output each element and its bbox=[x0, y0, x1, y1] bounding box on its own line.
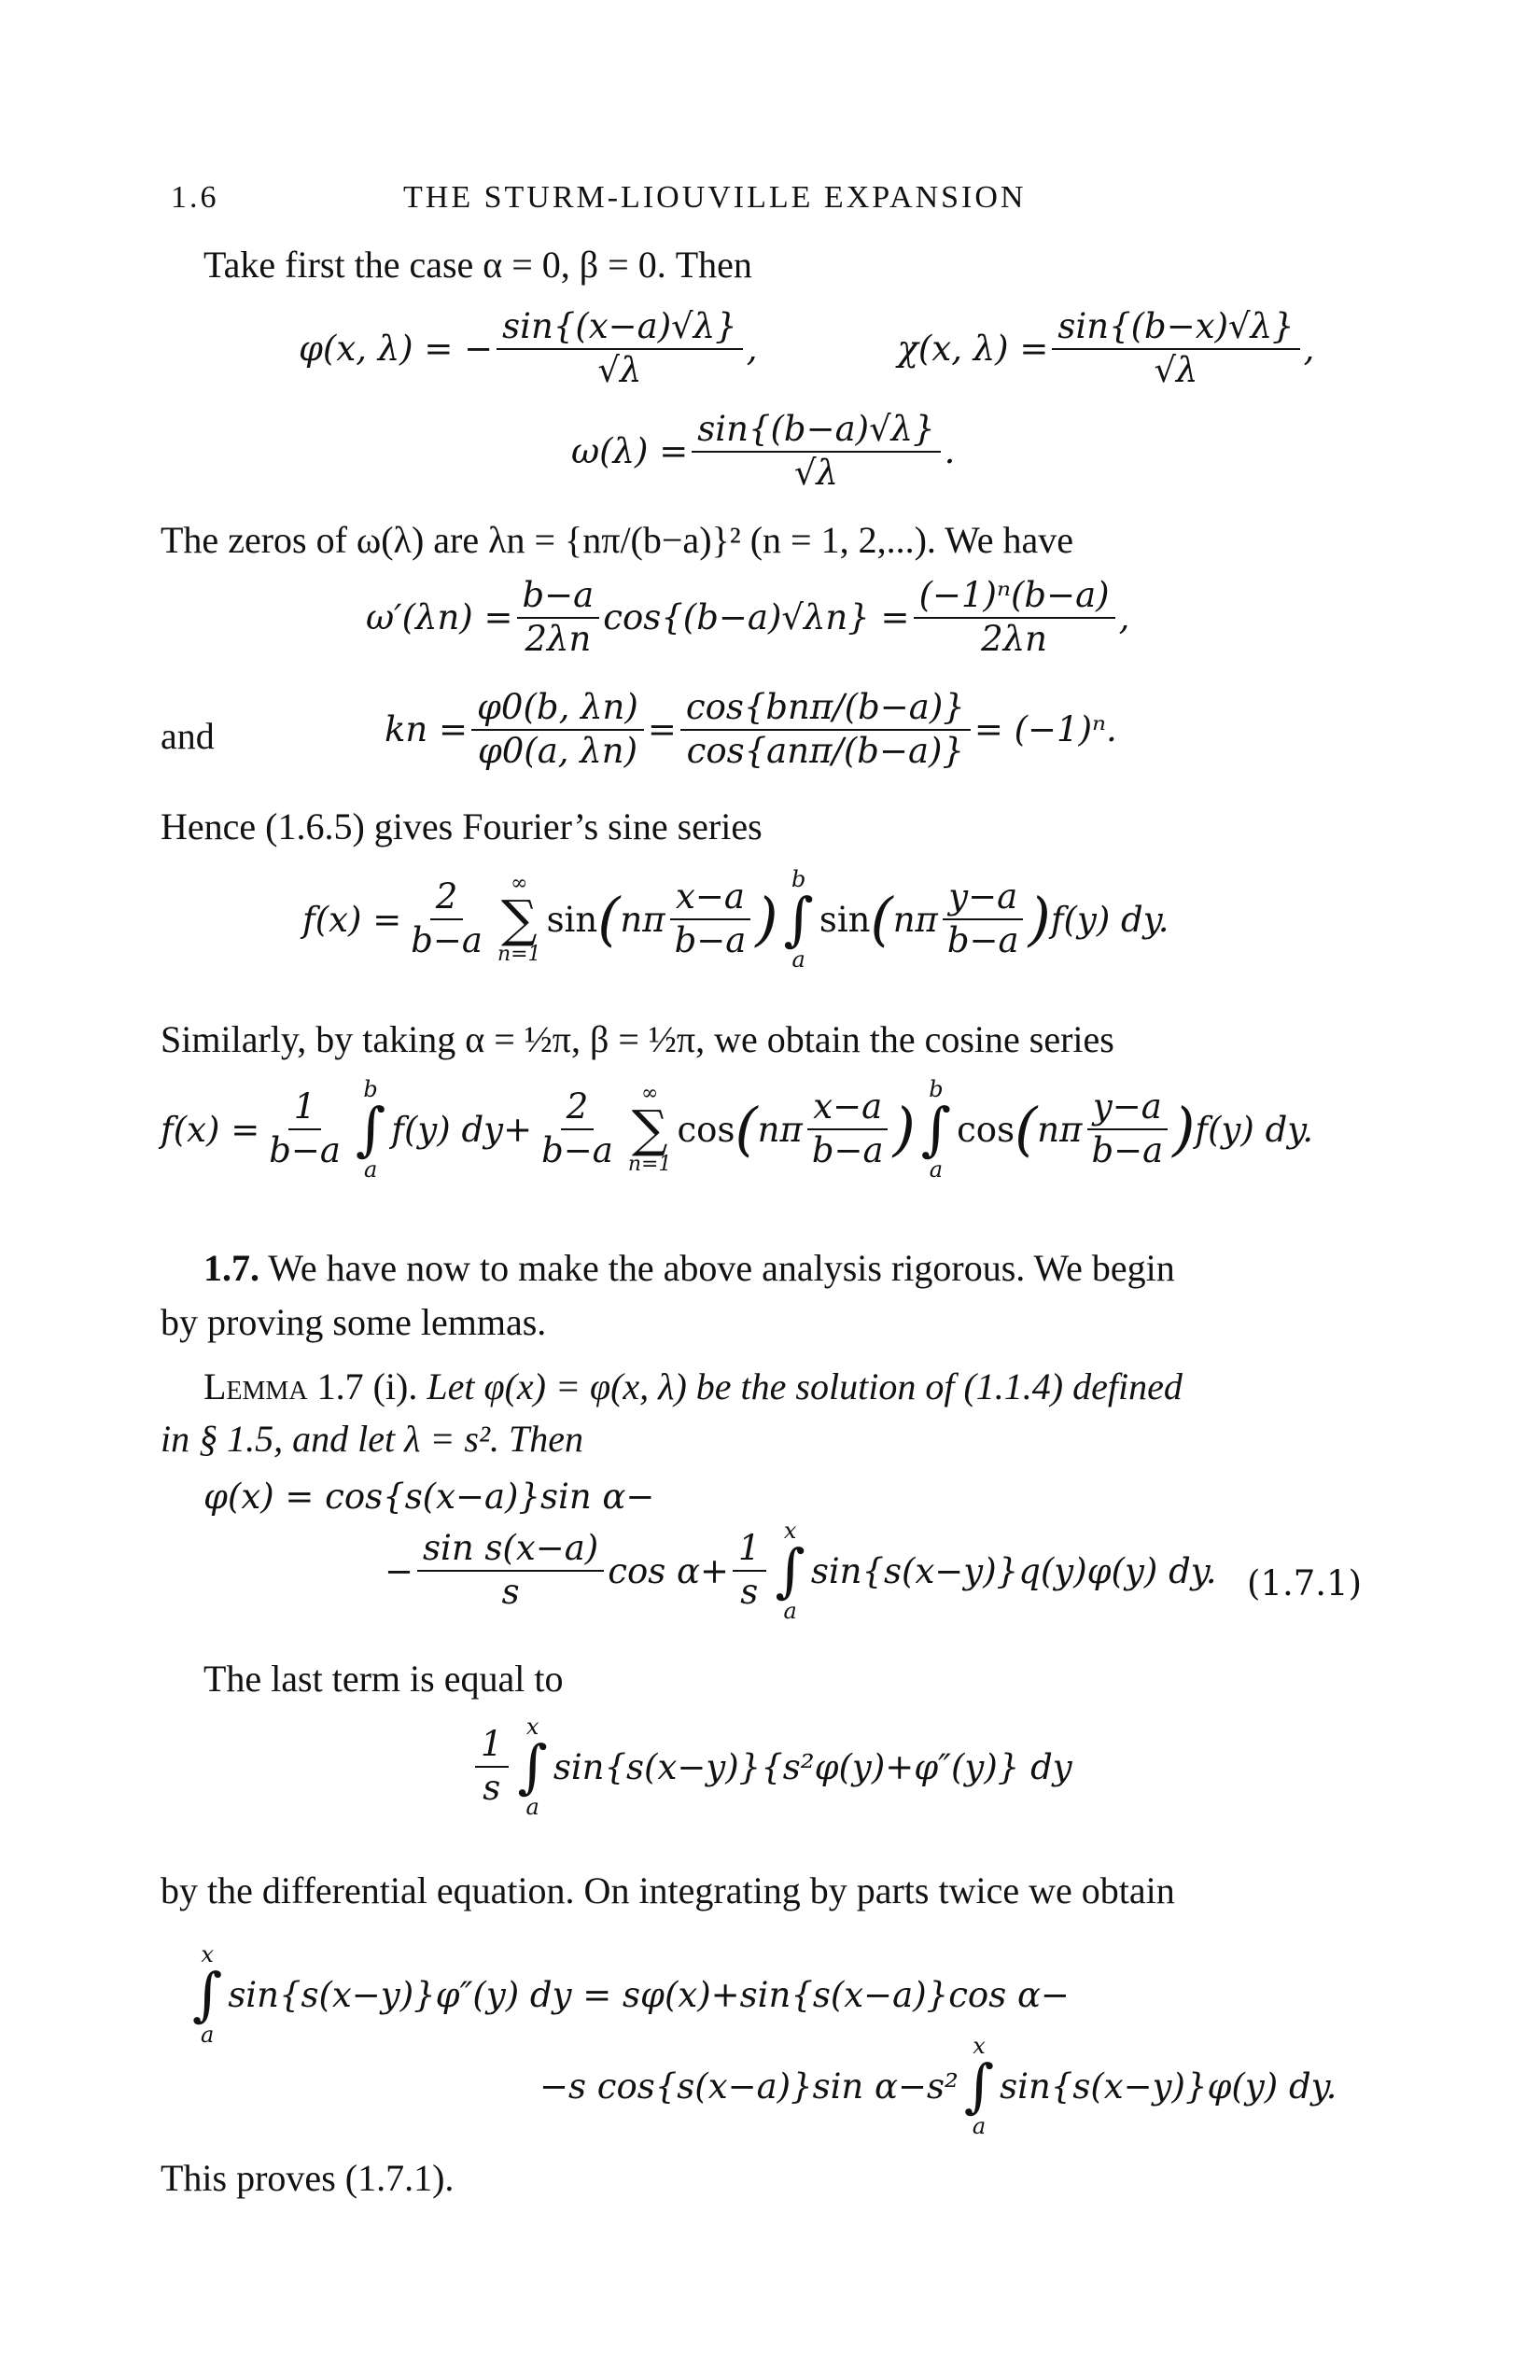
kn-rhs: = (−1)ⁿ. bbox=[973, 709, 1117, 750]
lemma-equation-line1: φ(x) = cos{s(x−a)}sin α− bbox=[203, 1477, 655, 1517]
parts-line1-text: sin{s(x−y)}φ″(y) dy = sφ(x)+sin{s(x−a)}cos α− bbox=[228, 1974, 1070, 2015]
lemma-number: 1.7 (i). bbox=[307, 1365, 427, 1407]
b-minus-a: b−a bbox=[811, 1130, 884, 1170]
kn-f2-numerator: cos{bnπ/(b−a)} bbox=[680, 689, 971, 731]
kn-f2-denominator: cos{anπ/(b−a)} bbox=[686, 730, 965, 771]
cos-word: cos bbox=[677, 1109, 735, 1150]
kn-f1-denominator: φ0(a, λn) bbox=[477, 730, 638, 771]
x-minus-a: x−a bbox=[807, 1088, 888, 1130]
paragraph-cosine-series-intro: Similarly, by taking α = ½π, β = ½π, we obtain the cosine series bbox=[161, 1018, 1114, 1060]
chi-fraction bbox=[1052, 308, 1299, 389]
omega-numerator: sin{(b−a)√λ} bbox=[692, 411, 940, 453]
x-minus-a: x−a bbox=[670, 878, 750, 920]
sum-upper-limit: ∞ bbox=[511, 872, 528, 895]
one-numerator: 1 bbox=[475, 1726, 509, 1768]
paragraph-sine-series-intro: Hence (1.6.5) gives Fourier’s sine series bbox=[161, 805, 763, 847]
omega-lhs: ω(λ) = bbox=[571, 431, 689, 472]
lemma-statement-line1: Let φ(x) = φ(x, λ) be the solution of (1.1.4) defined bbox=[427, 1365, 1183, 1407]
integral-a-to-b: b ∫ a bbox=[355, 1076, 386, 1183]
cos-coef2-numerator: 2 bbox=[561, 1088, 595, 1130]
s-denominator: s bbox=[740, 1572, 759, 1612]
paragraph-last-term: The last term is equal to bbox=[203, 1658, 564, 1700]
cos-alpha-plus: cos α+ bbox=[608, 1550, 729, 1591]
upper-limit: x bbox=[783, 1518, 797, 1544]
integral-a-to-b: b ∫ a bbox=[920, 1076, 952, 1183]
chi-denominator: √λ bbox=[1154, 349, 1198, 390]
f-y-dy: f(y) dy. bbox=[1195, 1109, 1314, 1150]
f-y-dy: f(y) dy. bbox=[1050, 899, 1169, 940]
cosine-first-coefficient bbox=[263, 1088, 346, 1169]
b-minus-a: b−a bbox=[1091, 1130, 1164, 1170]
cos-coef1-numerator: 1 bbox=[288, 1088, 322, 1130]
sum-upper-limit: ∞ bbox=[640, 1082, 659, 1105]
section-1-7-line1: We have now to make the above analysis rigorous. We begin bbox=[259, 1247, 1175, 1289]
phi-denominator: √λ bbox=[597, 349, 642, 390]
phi-lhs: φ(x, λ) = − bbox=[299, 329, 494, 370]
sum-lower-limit: n=1 bbox=[627, 1153, 672, 1176]
n-pi: nπ bbox=[892, 899, 938, 940]
lemma-integrand: sin{s(x−y)}q(y)φ(y) dy. bbox=[810, 1550, 1217, 1591]
equation-sine-series: f(x) = $\frac{2}{b-a}$ ∞ ∑ n=1 sin ( nπ $\frac{x-a}{b-a}$ ) b ∫ a sin ( nπ $\frac{y-a}{b-a}$ ) f(y) dy. bbox=[302, 866, 1169, 973]
equation-omega-prime: ω′(λn) = $\frac{b-a}{2\lambda n}$ cos{(b−a)√λn} = $\frac{\text{(−1)ⁿ(b−a)}}{2\lambda n}$ , bbox=[366, 575, 1130, 659]
upper-limit: x bbox=[973, 2033, 986, 2059]
kn-lhs: kn = bbox=[385, 709, 469, 750]
equation-parts-line1 bbox=[187, 1930, 1070, 2046]
equation-phi-chi: φ(x, λ) = − $\frac{\sin\{(x-a)√\lambda\}}{√\lambda}$ , χ(x, λ) = $\frac{\sin\{(b-x)√\lambda\}}{√\lambda}$ , bbox=[299, 306, 1315, 390]
sine-coef-numerator: 2 bbox=[430, 878, 464, 920]
upper-limit: x bbox=[201, 1941, 214, 1967]
sin-word: sin bbox=[819, 899, 871, 940]
lemma-sin-denominator: s bbox=[501, 1572, 520, 1612]
sine-arg-y-fraction bbox=[942, 878, 1025, 959]
omega-prime-f2-numerator: (−1)ⁿ(b−a) bbox=[914, 577, 1115, 619]
kn-fraction-2 bbox=[680, 689, 971, 770]
s-denominator: s bbox=[483, 1768, 501, 1808]
sine-series-lhs: f(x) = bbox=[302, 899, 402, 940]
lemma-sin-numerator: sin s(x−a) bbox=[417, 1530, 604, 1572]
sine-coefficient bbox=[405, 878, 488, 959]
omega-prime-fraction-1 bbox=[517, 577, 600, 658]
cos-word: cos bbox=[957, 1109, 1015, 1150]
lemma-equation-line2: − $\frac{\text{sin s(x−a)}}{s}$ cos α+ $\frac{1}{s}$ x ∫ a sin{s(x−y)}q(y)φ(y) dy. bbox=[385, 1518, 1217, 1624]
sin-word: sin bbox=[546, 899, 598, 940]
omega-prime-f1-denominator: 2λn bbox=[525, 618, 592, 659]
cosine-arg-x-fraction bbox=[806, 1088, 889, 1169]
lemma-label: Lemma bbox=[203, 1365, 308, 1407]
phi-fraction bbox=[497, 308, 743, 389]
equation-parts-line2 bbox=[539, 2035, 1337, 2137]
parts-line2-integrand: sin{s(x−y)}φ(y) dy. bbox=[1000, 2065, 1337, 2107]
n-pi: nπ bbox=[620, 899, 665, 940]
phi-numerator: sin{(x−a)√λ} bbox=[497, 308, 743, 350]
one-over-s bbox=[733, 1530, 766, 1611]
sum-operator: ∞ ∑ n=1 bbox=[497, 872, 541, 966]
parts-line2-text: −s cos{s(x−a)}sin α−s² bbox=[539, 2065, 959, 2107]
integral-a-to-b: b ∫ a bbox=[783, 866, 814, 973]
sine-coef-denominator: b−a bbox=[411, 920, 483, 960]
lower-limit: a bbox=[201, 2022, 215, 2048]
integral-a-to-x: x ∫ a bbox=[963, 2033, 995, 2139]
omega-prime-middle: cos{(b−a)√λn} = bbox=[603, 597, 910, 638]
omega-denominator: √λ bbox=[793, 452, 838, 493]
omega-prime-lhs: ω′(λn) = bbox=[366, 597, 513, 638]
b-minus-a: b−a bbox=[946, 920, 1019, 960]
paragraph-proof-end: This proves (1.7.1). bbox=[161, 2157, 455, 2199]
upper-limit: b bbox=[929, 1076, 944, 1102]
omega-prime-f1-numerator: b−a bbox=[517, 577, 600, 619]
paragraph-case-zero: Take first the case α = 0, β = 0. Then bbox=[203, 244, 752, 286]
y-minus-a: y−a bbox=[943, 878, 1023, 920]
equation-cosine-series: f(x) = $\frac{1}{b-a}$ b ∫ a f(y) dy+ $\frac{2}{b-a}$ ∞ ∑ n=1 cos ( nπ $\frac{x-a}{b-a}$ ) b ∫ a cos ( nπ $\frac{y-a}{b-a}$ ) f(y) dy. bbox=[161, 1076, 1314, 1183]
lower-limit: a bbox=[791, 946, 805, 973]
upper-limit: b bbox=[363, 1076, 378, 1102]
equation-number-1-7-1: (1.7.1) bbox=[1247, 1563, 1363, 1603]
upper-limit: x bbox=[525, 1714, 539, 1740]
lower-limit: a bbox=[525, 1794, 539, 1820]
upper-limit: b bbox=[791, 866, 806, 892]
kn-fraction-1 bbox=[471, 689, 644, 770]
lemma-statement-line2: in § 1.5, and let λ = s². Then bbox=[161, 1418, 583, 1460]
sum-operator: ∞ ∑ n=1 bbox=[627, 1082, 672, 1176]
n-pi: nπ bbox=[1037, 1109, 1083, 1150]
one-over-s bbox=[475, 1726, 509, 1807]
sum-lower-limit: n=1 bbox=[497, 943, 541, 966]
section-1-7-line2: by proving some lemmas. bbox=[161, 1301, 547, 1343]
sine-arg-x-fraction bbox=[669, 878, 752, 959]
section-number: 1.6 bbox=[171, 180, 219, 215]
integral-a-to-x: x ∫ a bbox=[517, 1714, 548, 1820]
and-label: and bbox=[161, 715, 215, 757]
b-minus-a: b−a bbox=[674, 920, 747, 960]
paragraph-integration-by-parts: by the differential equation. On integrating by parts twice we obtain bbox=[161, 1869, 1175, 1911]
running-title: THE STURM-LIOUVILLE EXPANSION bbox=[403, 180, 1027, 215]
integral-a-to-x: x ∫ a bbox=[192, 1941, 223, 2048]
y-minus-a: y−a bbox=[1087, 1088, 1168, 1130]
paragraph-zeros: The zeros of ω(λ) are λn = {nπ/(b−a)}² (n = 1, 2,...). We have bbox=[161, 519, 1073, 561]
lower-limit: a bbox=[783, 1598, 797, 1624]
chi-lhs: χ(x, λ) = bbox=[897, 329, 1049, 370]
cos-coef1-denominator: b−a bbox=[269, 1130, 341, 1170]
n-pi: nπ bbox=[757, 1109, 803, 1150]
cosine-arg-y-fraction bbox=[1085, 1088, 1169, 1169]
equation-kn: kn = $\frac{\varphi 0(b, \lambda n)}{\varphi 0(a, \lambda n)}$ = $\frac{\text{cos\{bnπ/(b−a)\}}}{\text{cos\{anπ/(b−a)\}}}$ = (−1)ⁿ. bbox=[385, 687, 1117, 771]
integral-a-to-x: x ∫ a bbox=[775, 1518, 805, 1624]
section-1-7-number: 1.7. bbox=[203, 1247, 259, 1289]
chi-numerator: sin{(b−x)√λ} bbox=[1052, 308, 1299, 350]
last-term-integrand: sin{s(x−y)}{s²φ(y)+φ″(y)} dy bbox=[553, 1746, 1072, 1787]
equation-last-term bbox=[471, 1715, 1072, 1818]
cosine-series-lhs: f(x) = bbox=[161, 1109, 260, 1150]
section-1-7-paragraph bbox=[203, 1246, 1175, 1290]
omega-fraction bbox=[692, 411, 940, 492]
lower-limit: a bbox=[929, 1156, 944, 1183]
one-numerator: 1 bbox=[733, 1530, 766, 1572]
lemma-1-7-i bbox=[203, 1365, 1183, 1408]
lower-limit: a bbox=[363, 1156, 378, 1183]
f-y-dy-plus: f(y) dy+ bbox=[391, 1109, 533, 1150]
omega-prime-fraction-2 bbox=[914, 577, 1115, 658]
lower-limit: a bbox=[972, 2113, 987, 2139]
omega-prime-f2-denominator: 2λn bbox=[981, 618, 1047, 659]
cos-coef2-denominator: b−a bbox=[541, 1130, 613, 1170]
cosine-second-coefficient bbox=[536, 1088, 619, 1169]
lemma-fraction-sin bbox=[417, 1530, 604, 1611]
kn-f1-numerator: φ0(b, λn) bbox=[471, 689, 644, 731]
equation-omega: ω(λ) = $\frac{\sin\{(b-a)√\lambda\}}{√\lambda}$ . bbox=[571, 409, 956, 493]
